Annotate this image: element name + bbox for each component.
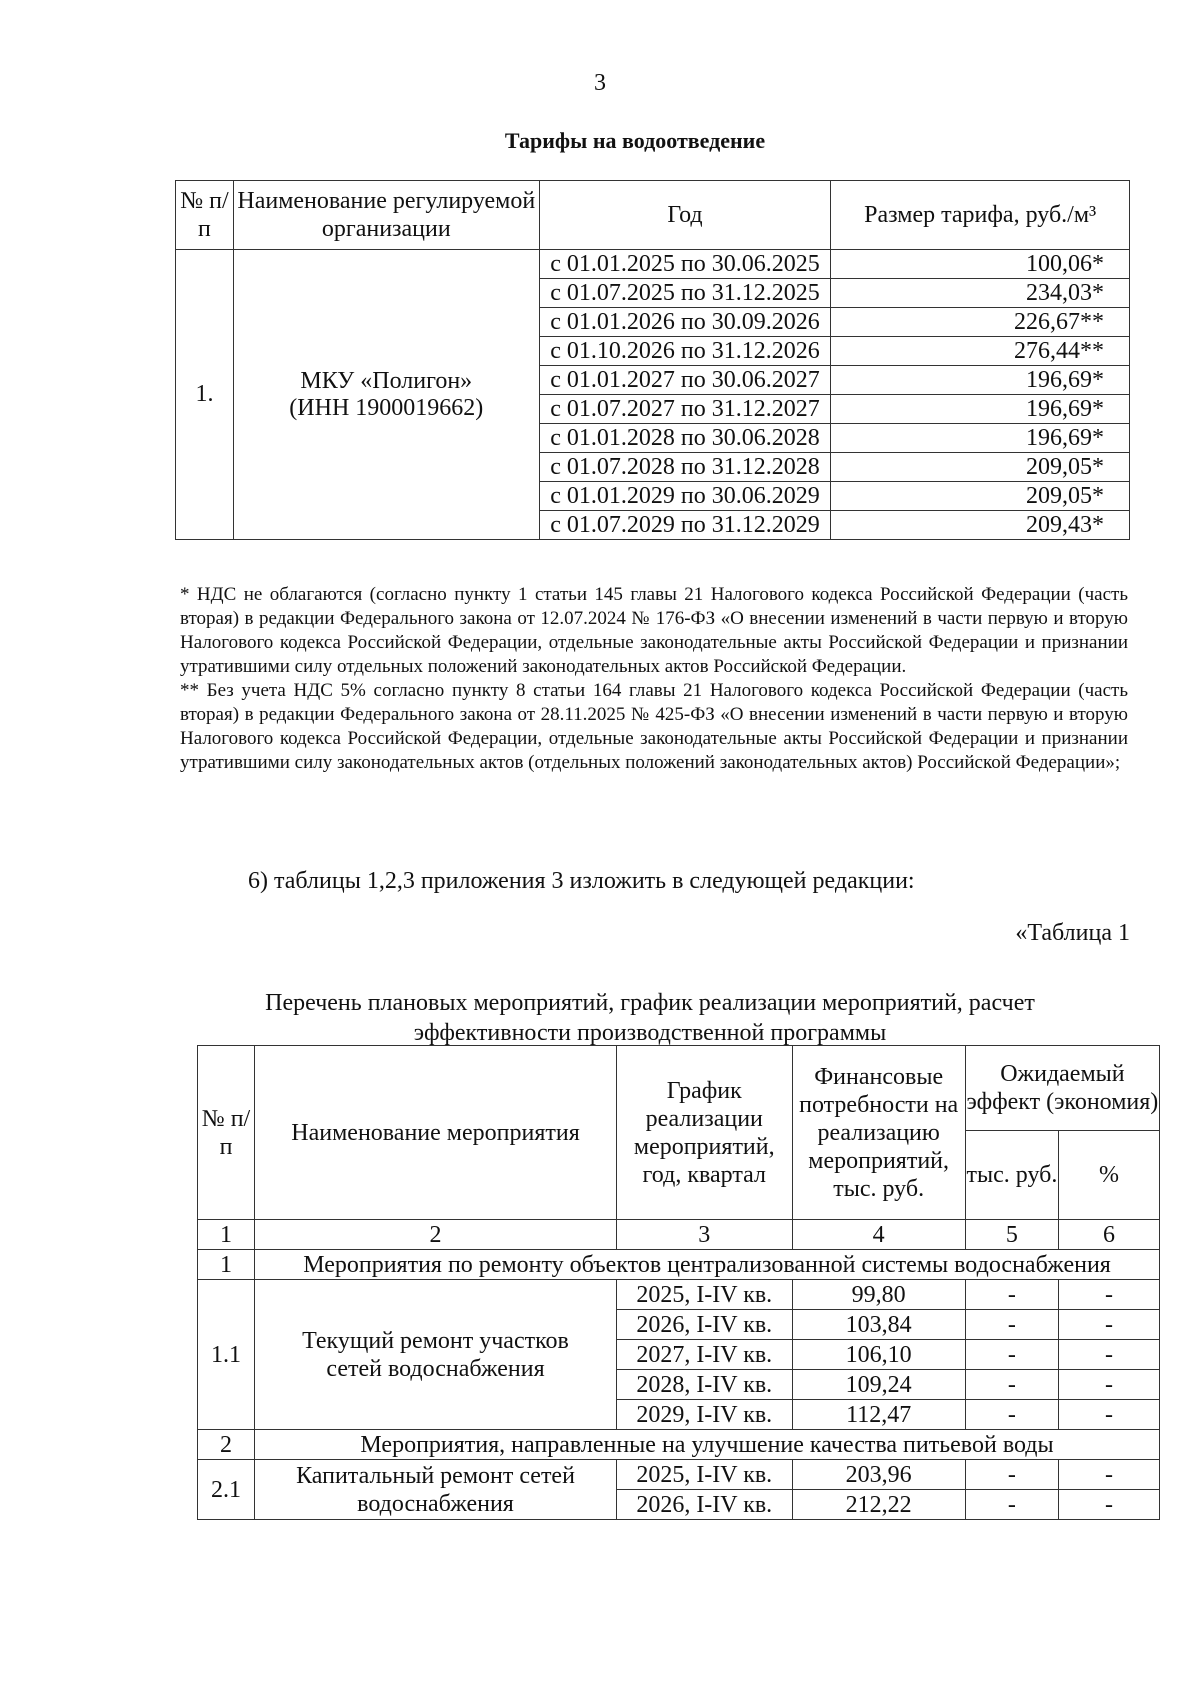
effect-pct-cell: - — [1059, 1340, 1160, 1370]
item-name: Капитальный ремонт сетей водоснабжения — [255, 1460, 617, 1520]
tariff-table — [175, 180, 1130, 540]
schedule-cell: 2026, I-IV кв. — [617, 1310, 793, 1340]
events-title-line1: Перечень плановых мероприятий, график реализации мероприятий, расчет — [265, 990, 1035, 1016]
schedule-cell: 2026, I-IV кв. — [617, 1490, 793, 1520]
effect-rub-cell: - — [965, 1370, 1058, 1400]
item-name: Текущий ремонт участков сетей водоснабжения — [255, 1280, 617, 1430]
period-cell: с 01.01.2029 по 30.06.2029 — [539, 482, 831, 511]
header-effect-pct: % — [1059, 1131, 1160, 1220]
schedule-cell: 2028, I-IV кв. — [617, 1370, 793, 1400]
rate-cell: 209,05* — [831, 482, 1130, 511]
events-header-row-1 — [198, 1046, 1160, 1131]
table-row — [176, 250, 1130, 279]
col-number: 3 — [617, 1220, 793, 1250]
schedule-cell: 2029, I-IV кв. — [617, 1400, 793, 1430]
header-finance: Финансовые потребности на реализацию мероприятий, тыс. руб. — [792, 1046, 965, 1220]
finance-cell: 106,10 — [792, 1340, 965, 1370]
row-num: 1. — [176, 250, 234, 540]
column-numbers-row — [198, 1220, 1160, 1250]
effect-pct-cell: - — [1059, 1490, 1160, 1520]
footnotes — [180, 583, 1128, 775]
col-number: 5 — [965, 1220, 1058, 1250]
period-cell: с 01.07.2029 по 31.12.2029 — [539, 511, 831, 540]
group-title: Мероприятия по ремонту объектов централизованной системы водоснабжения — [255, 1250, 1160, 1280]
rate-cell: 100,06* — [831, 250, 1130, 279]
schedule-cell: 2025, I-IV кв. — [617, 1280, 793, 1310]
schedule-cell: 2025, I-IV кв. — [617, 1460, 793, 1490]
group-title: Мероприятия, направленные на улучшение качества питьевой воды — [255, 1430, 1160, 1460]
finance-cell: 109,24 — [792, 1370, 965, 1400]
tariff-section-title: Тарифы на водоотведение — [504, 128, 766, 153]
effect-rub-cell: - — [965, 1340, 1058, 1370]
effect-pct-cell: - — [1059, 1310, 1160, 1340]
rate-cell: 276,44** — [831, 337, 1130, 366]
finance-cell: 212,22 — [792, 1490, 965, 1520]
footnote-vat-exempt: * НДС не облагаются (согласно пункту 1 статьи 145 главы 21 Налогового кодекса Российской Федерации (часть вторая) в редакции Федерального закона от 12.07.2024 № 176-ФЗ «О внесении изменений в части первую и вторую Налогового кодекса Российской Федерации, отдельные законодательные акты Российской Федерации и признании утратившими силу отдельных положений законодательных актов Российской Федерации. — [180, 584, 1128, 677]
rate-cell: 196,69* — [831, 366, 1130, 395]
effect-pct-cell: - — [1059, 1400, 1160, 1430]
org-inn: (ИНН 1900019662) — [289, 394, 484, 421]
rate-cell: 209,43* — [831, 511, 1130, 540]
header-schedule: График реализации мероприятий, год, квартал — [617, 1046, 793, 1220]
period-cell: с 01.01.2027 по 30.06.2027 — [539, 366, 831, 395]
finance-cell: 103,84 — [792, 1310, 965, 1340]
header-year: Год — [539, 181, 831, 250]
group-row — [198, 1430, 1160, 1460]
effect-pct-cell: - — [1059, 1370, 1160, 1400]
effect-pct-cell: - — [1059, 1280, 1160, 1310]
period-cell: с 01.07.2028 по 31.12.2028 — [539, 453, 831, 482]
finance-cell: 112,47 — [792, 1400, 965, 1430]
col-number: 6 — [1059, 1220, 1160, 1250]
group-row — [198, 1250, 1160, 1280]
rate-cell: 234,03* — [831, 279, 1130, 308]
col-number: 1 — [198, 1220, 255, 1250]
header-effect-rub: тыс. руб. — [965, 1131, 1058, 1220]
header-num: № п/ п — [198, 1046, 255, 1220]
period-cell: с 01.01.2026 по 30.09.2026 — [539, 308, 831, 337]
period-cell: с 01.07.2025 по 31.12.2025 — [539, 279, 831, 308]
paragraph-6: 6) таблицы 1,2,3 приложения 3 изложить в следующей редакции: — [248, 868, 915, 894]
rate-cell: 226,67** — [831, 308, 1130, 337]
period-cell: с 01.01.2025 по 30.06.2025 — [539, 250, 831, 279]
org-cell — [233, 250, 539, 540]
header-num: № п/п — [176, 181, 234, 250]
table-row — [198, 1460, 1160, 1490]
events-table — [197, 1045, 1160, 1520]
header-org: Наименование регулируемой организации — [233, 181, 539, 250]
period-cell: с 01.07.2027 по 31.12.2027 — [539, 395, 831, 424]
header-effect: Ожидаемый эффект (экономия) — [965, 1046, 1159, 1131]
effect-rub-cell: - — [965, 1400, 1058, 1430]
effect-rub-cell: - — [965, 1310, 1058, 1340]
table-row — [198, 1280, 1160, 1310]
rate-cell: 196,69* — [831, 395, 1130, 424]
events-section-title — [200, 988, 1100, 1048]
effect-rub-cell: - — [965, 1490, 1058, 1520]
period-cell: с 01.10.2026 по 31.12.2026 — [539, 337, 831, 366]
finance-cell: 203,96 — [792, 1460, 965, 1490]
page-number: 3 — [594, 70, 606, 96]
group-num: 1 — [198, 1250, 255, 1280]
col-number: 2 — [255, 1220, 617, 1250]
finance-cell: 99,80 — [792, 1280, 965, 1310]
item-num: 1.1 — [198, 1280, 255, 1430]
events-title-line2: эффективности производственной программы — [413, 1020, 887, 1046]
rate-cell: 209,05* — [831, 453, 1130, 482]
col-number: 4 — [792, 1220, 965, 1250]
effect-pct-cell: - — [1059, 1460, 1160, 1490]
tariff-table-header — [176, 181, 1130, 250]
item-num: 2.1 — [198, 1460, 255, 1520]
period-cell: с 01.01.2028 по 30.06.2028 — [539, 424, 831, 453]
effect-rub-cell: - — [965, 1280, 1058, 1310]
header-rate: Размер тарифа, руб./м³ — [831, 181, 1130, 250]
group-num: 2 — [198, 1430, 255, 1460]
effect-rub-cell: - — [965, 1460, 1058, 1490]
rate-cell: 196,69* — [831, 424, 1130, 453]
table-label: «Таблица 1 — [1015, 920, 1130, 946]
header-name: Наименование мероприятия — [255, 1046, 617, 1220]
schedule-cell: 2027, I-IV кв. — [617, 1340, 793, 1370]
org-name: МКУ «Полигон» — [300, 367, 473, 394]
footnote-vat-5: ** Без учета НДС 5% согласно пункту 8 статьи 164 главы 21 Налогового кодекса Российской Федерации (часть вторая) в редакции Федерального закона от 28.11.2025 № 425-ФЗ «О внесении изменений в части первую и вторую Налогового кодекса Российской Федерации, отдельные законодательные акты Российской Федерации и признании утратившими силу законодательных актов (отдельных положений законодательных актов) Российской Федерации»; — [180, 680, 1128, 773]
